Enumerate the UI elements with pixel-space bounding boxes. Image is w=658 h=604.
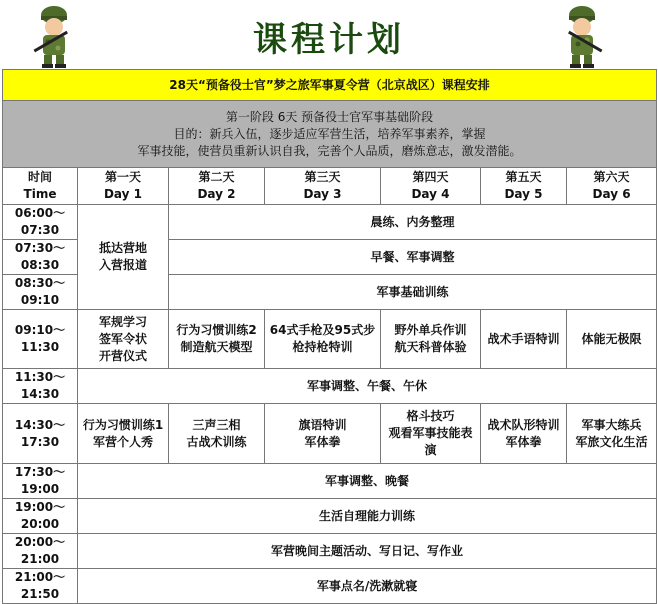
time-slot: 11:30～14:30	[3, 369, 78, 404]
time-slot: 08:30～09:10	[3, 275, 78, 310]
day-header: 第四天 Day 4	[381, 168, 481, 205]
schedule-cell: 行为习惯训练1 军营个人秀	[78, 404, 169, 464]
time-column-header: 时间 Time	[3, 168, 78, 205]
schedule-cell: 军事大练兵 军旅文化生活	[567, 404, 657, 464]
day-header: 第一天 Day 1	[78, 168, 169, 205]
phase-line: 军事技能，使营员重新认识自我，完善个人品质，磨炼意志，激发潜能。	[137, 143, 522, 158]
schedule-cell: 64式手枪及95式步 枪持枪特训	[265, 310, 381, 369]
schedule-cell: 战术手语特训	[481, 310, 567, 369]
page-header	[0, 0, 658, 68]
camp-banner: 28天“预备役士官”梦之旅军事夏令营（北京战区）课程安排	[3, 70, 657, 101]
time-slot: 17:30～19:00	[3, 464, 78, 499]
time-slot: 09:10～11:30	[3, 310, 78, 369]
time-slot: 06:00～07:30	[3, 205, 78, 240]
time-slot: 20:00～21:00	[3, 534, 78, 569]
schedule-cell: 野外单兵作训 航天科普体验	[381, 310, 481, 369]
time-slot: 14:30～17:30	[3, 404, 78, 464]
schedule-table	[2, 69, 657, 604]
schedule-cell: 行为习惯训练2 制造航天模型	[169, 310, 265, 369]
schedule-cell: 军规学习 签军令状 开营仪式	[78, 310, 169, 369]
schedule-cell: 旗语特训 军体拳	[265, 404, 381, 464]
schedule-cell: 军事调整、午餐、午休	[78, 369, 657, 404]
day-header: 第二天 Day 2	[169, 168, 265, 205]
schedule-cell: 三声三相 古战术训练	[169, 404, 265, 464]
schedule-cell: 格斗技巧 观看军事技能表 演	[381, 404, 481, 464]
schedule-cell: 军事基础训练	[169, 275, 657, 310]
schedule-cell: 体能无极限	[567, 310, 657, 369]
schedule-cell: 军事调整、晚餐	[78, 464, 657, 499]
schedule-cell: 晨练、内务整理	[169, 205, 657, 240]
time-slot: 07:30～08:30	[3, 240, 78, 275]
schedule-cell: 军营晚间主题活动、写日记、写作业	[78, 534, 657, 569]
phase-line: 第一阶段 6天 预备役士官军事基础阶段	[225, 109, 434, 124]
phase-line: 目的：新兵入伍，逐步适应军营生活，培养军事素养，掌握	[173, 126, 486, 141]
phase-description	[3, 101, 657, 168]
schedule-cell: 早餐、军事调整	[169, 240, 657, 275]
soldier-cartoon-icon	[556, 2, 608, 68]
schedule-cell: 生活自理能力训练	[78, 499, 657, 534]
time-slot: 21:00～21:50	[3, 569, 78, 604]
schedule-cell: 军事点名/洗漱就寝	[78, 569, 657, 604]
page-title: 课程计划	[253, 20, 405, 60]
time-slot: 19:00～20:00	[3, 499, 78, 534]
schedule-cell: 抵达营地 入营报道	[78, 205, 169, 310]
day-header: 第三天 Day 3	[265, 168, 381, 205]
day-header: 第五天 Day 5	[481, 168, 567, 205]
schedule-cell: 战术队形特训 军体拳	[481, 404, 567, 464]
day-header: 第六天 Day 6	[567, 168, 657, 205]
